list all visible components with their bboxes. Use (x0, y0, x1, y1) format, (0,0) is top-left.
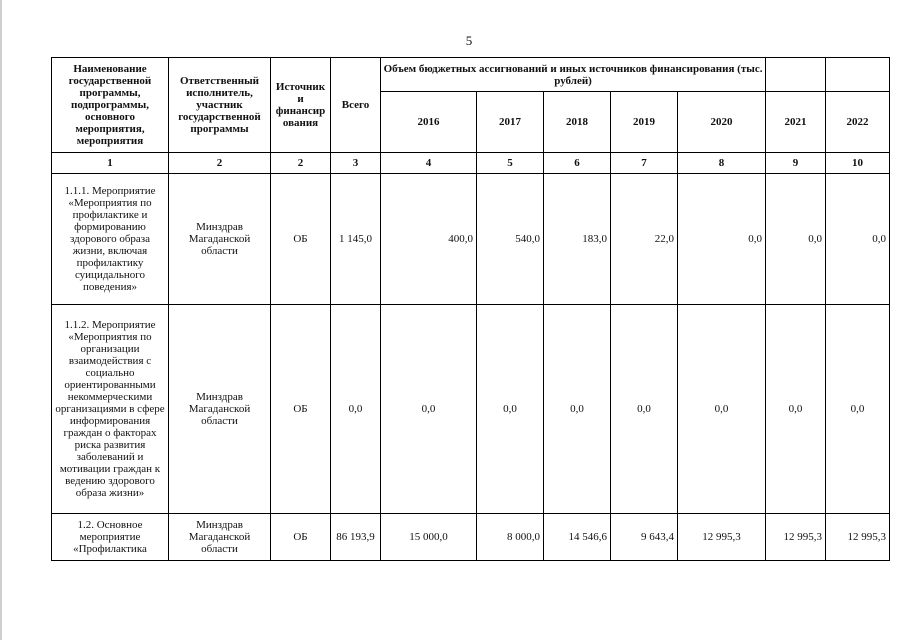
header-year: 2022 (826, 92, 890, 153)
header-total: Всего (331, 58, 381, 153)
year-value: 12 995,3 (678, 514, 766, 561)
table-row (52, 305, 890, 514)
year-value: 0,0 (477, 305, 544, 514)
year-value: 0,0 (678, 305, 766, 514)
header-year: 2021 (766, 92, 826, 153)
header-empty-cell (766, 58, 826, 92)
activity-name: 1.2. Основное мероприятие «Профилактика (52, 514, 169, 561)
column-number: 10 (826, 153, 890, 174)
year-value: 0,0 (678, 174, 766, 305)
column-number: 2 (271, 153, 331, 174)
funding-source: ОБ (271, 514, 331, 561)
column-number: 5 (477, 153, 544, 174)
budget-table (51, 57, 890, 561)
table-row (52, 514, 890, 561)
year-value: 22,0 (611, 174, 678, 305)
year-value: 15 000,0 (381, 514, 477, 561)
header-budget-group: Объем бюджетных ассигнований и иных источников финансирования (тыс. рублей) (381, 58, 766, 92)
total-value: 0,0 (331, 305, 381, 514)
header-year: 2016 (381, 92, 477, 153)
year-value: 0,0 (826, 305, 890, 514)
column-number: 2 (169, 153, 271, 174)
year-value: 0,0 (826, 174, 890, 305)
year-value: 0,0 (766, 305, 826, 514)
header-year: 2018 (544, 92, 611, 153)
header-name: Наименование государственной программы, подпрограммы, основного мероприятия, мероприятия (52, 58, 169, 153)
column-number: 7 (611, 153, 678, 174)
table-row (52, 174, 890, 305)
year-value: 8 000,0 (477, 514, 544, 561)
activity-name: 1.1.2. Мероприятие «Мероприятия по организации взаимодействия с социально ориентированными некоммерческими организациями в сфере информирования граждан о факторах риска развития заболеваний и мотивации граждан к ведению здорового образа жизни» (52, 305, 169, 514)
header-executor: Ответственный исполнитель, участник государственной программы (169, 58, 271, 153)
header-year: 2020 (678, 92, 766, 153)
year-value: 9 643,4 (611, 514, 678, 561)
year-value: 540,0 (477, 174, 544, 305)
column-number: 8 (678, 153, 766, 174)
year-value: 0,0 (544, 305, 611, 514)
year-value: 0,0 (381, 305, 477, 514)
page-number: 5 (465, 33, 473, 48)
column-number: 4 (381, 153, 477, 174)
total-value: 1 145,0 (331, 174, 381, 305)
activity-name: 1.1.1. Мероприятие «Мероприятия по профилактике и формированию здорового образа жизни, включая профилактику суицидального поведения» (52, 174, 169, 305)
column-number: 6 (544, 153, 611, 174)
header-year: 2019 (611, 92, 678, 153)
executor: Минздрав Магаданской области (169, 514, 271, 561)
header-year: 2017 (477, 92, 544, 153)
header-empty-cell (826, 58, 890, 92)
column-number-row (52, 153, 890, 174)
year-value: 400,0 (381, 174, 477, 305)
year-value: 0,0 (766, 174, 826, 305)
funding-source: ОБ (271, 305, 331, 514)
year-value: 12 995,3 (826, 514, 890, 561)
funding-source: ОБ (271, 174, 331, 305)
year-value: 12 995,3 (766, 514, 826, 561)
scan-edge (0, 0, 2, 640)
header-source: Источник и финансир ования (271, 58, 331, 153)
executor: Минздрав Магаданской области (169, 305, 271, 514)
total-value: 86 193,9 (331, 514, 381, 561)
year-value: 183,0 (544, 174, 611, 305)
header-row (52, 58, 890, 92)
column-number: 3 (331, 153, 381, 174)
column-number: 9 (766, 153, 826, 174)
column-number: 1 (52, 153, 169, 174)
year-value: 14 546,6 (544, 514, 611, 561)
year-value: 0,0 (611, 305, 678, 514)
executor: Минздрав Магаданской области (169, 174, 271, 305)
